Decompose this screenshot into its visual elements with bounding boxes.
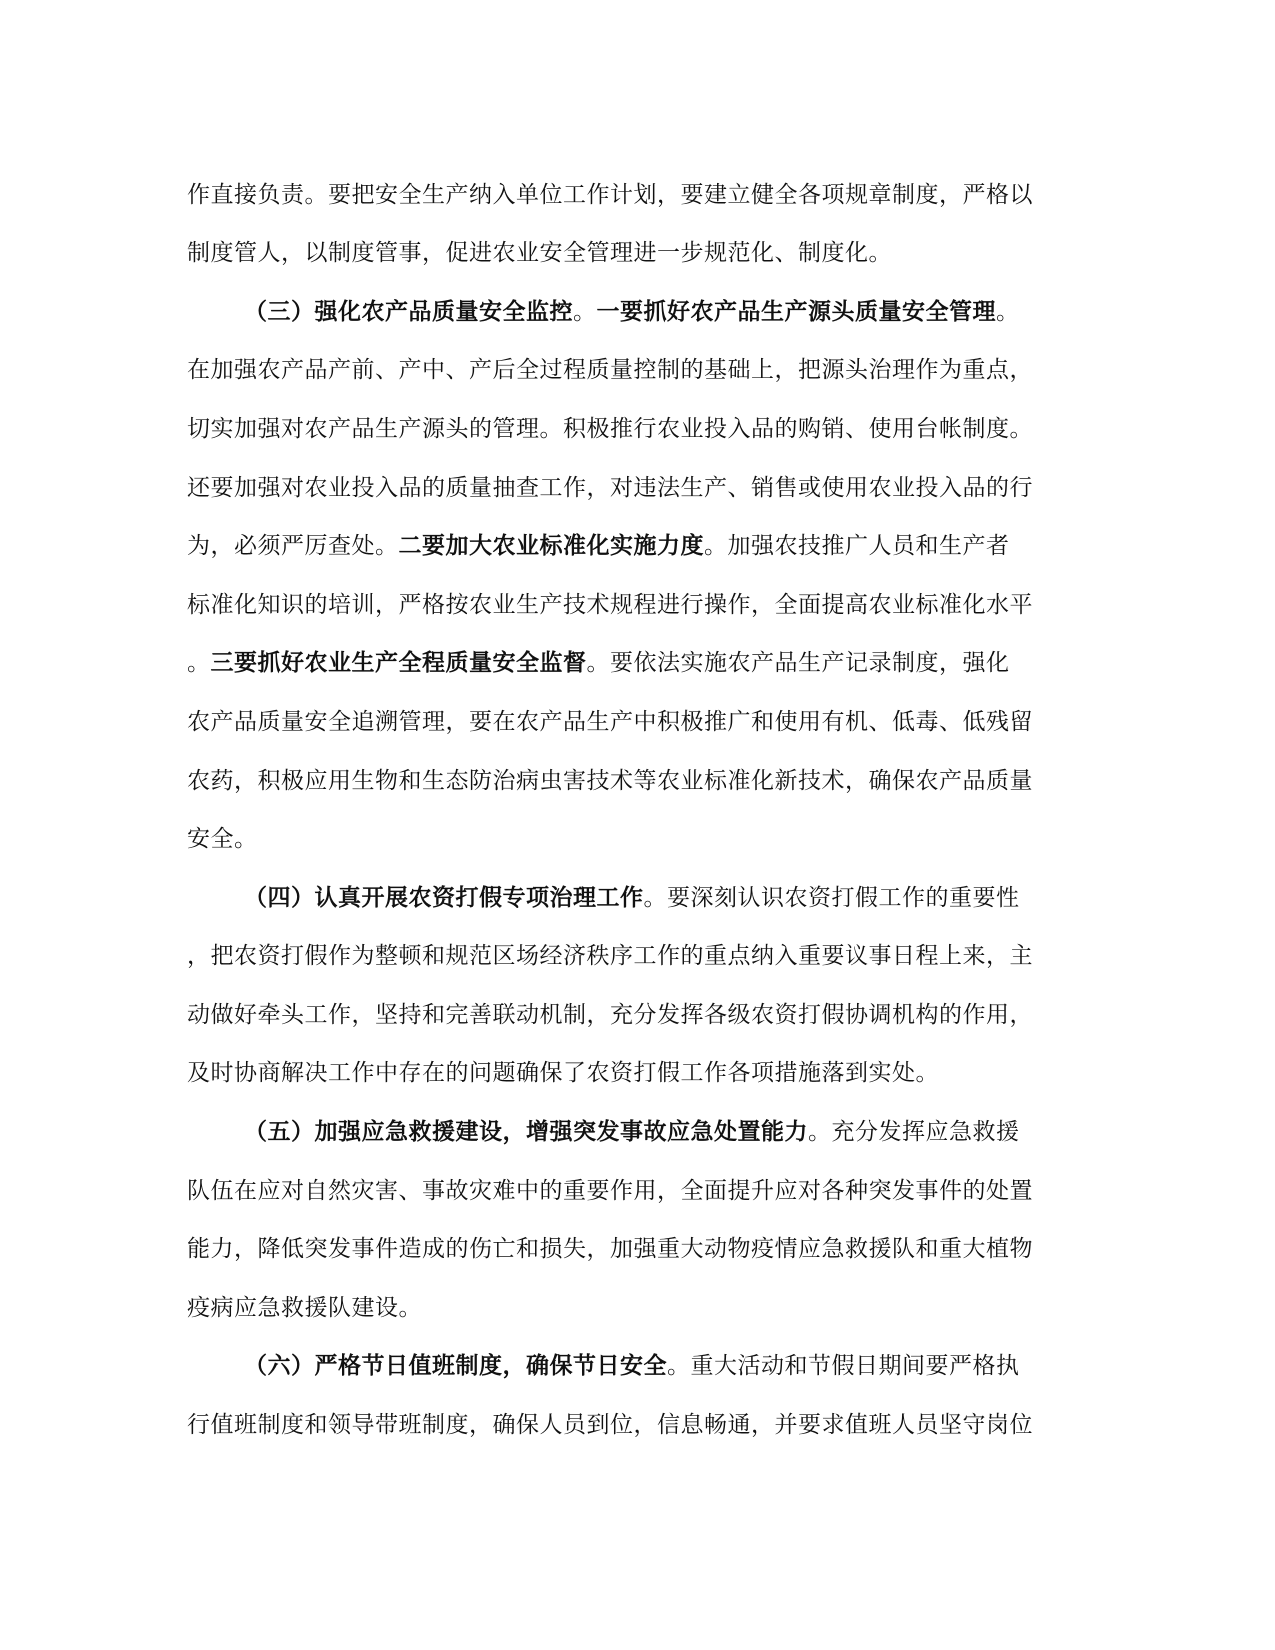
body-text-line: 为，必须严厉查处。二要加大农业标准化实施力度。加强农技推广人员和生产者 [187,532,1010,559]
body-text-line: 。三要抓好农业生产全程质量安全监督。要依法实施农产品生产记录制度，强化 [187,649,1010,676]
body-text-line: ，把农资打假作为整顿和规范区场经济秩序工作的重点纳入重要议事日程上来，主 [187,943,1033,969]
body-text-line: 及时协商解决工作中存在的问题确保了农资打假工作各项措施落到实处。 [187,1060,939,1086]
body-text-line: 作直接负责。要把安全生产纳入单位工作计划，要建立健全各项规章制度，严格以 [187,182,1033,208]
body-text-line: 切实加强对农产品生产源头的管理。积极推行农业投入品的购销、使用台帐制度。 [187,416,1033,442]
body-text-line: 标准化知识的培训，严格按农业生产技术规程进行操作，全面提高农业标准化水平 [187,592,1033,618]
body-text-line: 制度管人，以制度管事，促进农业安全管理进一步规范化、制度化。 [187,240,892,266]
section-heading-6: （六）严格节日值班制度，确保节日安全。重大活动和节假日期间要严格执 [244,1352,1020,1379]
body-text-line: 安全。 [187,826,258,852]
section-heading-5: （五）加强应急救援建设，增强突发事故应急处置能力。充分发挥应急救援 [244,1118,1020,1145]
body-text-line: 能力，降低突发事件造成的伤亡和损失，加强重大动物疫情应急救援队和重大植物 [187,1236,1033,1262]
body-text-line: 队伍在应对自然灾害、事故灾难中的重要作用，全面提升应对各种突发事件的处置 [187,1178,1033,1204]
body-text-line: 农药，积极应用生物和生态防治病虫害技术等农业标准化新技术，确保农产品质量 [187,768,1033,794]
body-text-line: 行值班制度和领导带班制度，确保人员到位，信息畅通，并要求值班人员坚守岗位 [187,1412,1033,1438]
body-text-line: 农产品质量安全追溯管理，要在农产品生产中积极推广和使用有机、低毒、低残留 [187,709,1033,735]
body-text-line: 动做好牵头工作，坚持和完善联动机制，充分发挥各级农资打假协调机构的作用， [187,1002,1033,1028]
body-text-line: 疫病应急救援队建设。 [187,1295,422,1321]
section-heading-4: （四）认真开展农资打假专项治理工作。要深刻认识农资打假工作的重要性 [244,884,1020,911]
section-heading-3: （三）强化农产品质量安全监控。一要抓好农产品生产源头质量安全管理。 [244,298,1020,325]
body-text-line: 还要加强对农业投入品的质量抽查工作，对违法生产、销售或使用农业投入品的行 [187,475,1033,501]
body-text-line: 在加强农产品产前、产中、产后全过程质量控制的基础上，把源头治理作为重点， [187,357,1033,383]
